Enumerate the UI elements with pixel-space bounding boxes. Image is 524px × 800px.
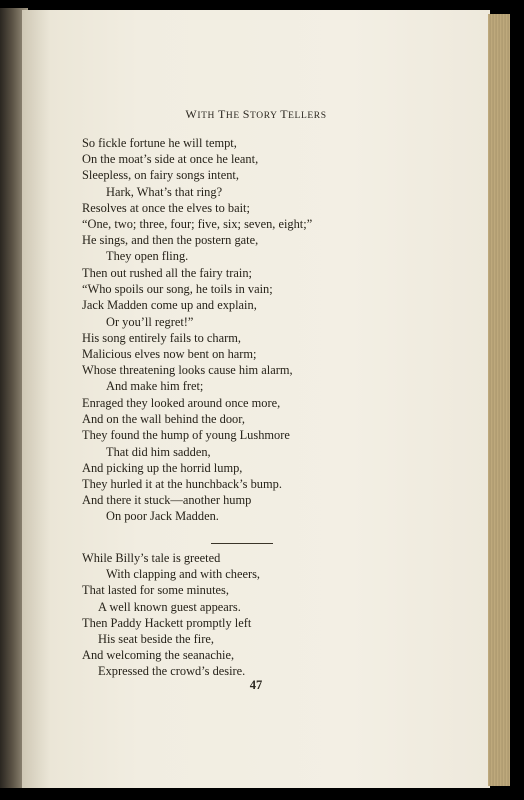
- verse-line: Then Paddy Hackett promptly left: [82, 615, 252, 630]
- verse-line: They hurled it at the hunchback’s bump.: [82, 477, 282, 492]
- verse-line: And welcoming the seanachie,: [82, 648, 235, 663]
- verse-line: Then out rushed all the fairy train;: [82, 266, 252, 280]
- verse-line: His seat beside the fire,: [98, 632, 214, 647]
- verse-line: His song entirely fails to charm,: [82, 330, 241, 345]
- verse-line: Enraged they looked around once more,: [82, 396, 281, 410]
- running-head-initial: S: [242, 107, 251, 121]
- stanza-1: [82, 135, 312, 265]
- verse-line: On poor Jack Madden.: [106, 509, 219, 524]
- stanza-2: [82, 265, 293, 395]
- stanza-3: [82, 395, 290, 525]
- verse-line: So fickle fortune he will tempt,: [82, 136, 237, 150]
- verse-line: And picking up the horrid lump,: [82, 460, 243, 475]
- verse-line: A well known guest appears.: [98, 599, 241, 614]
- running-head-part: ELLERS: [288, 111, 327, 121]
- running-head-initial: T: [217, 107, 226, 121]
- stanza-4: [82, 550, 260, 680]
- verse-line: While Billy’s tale is greeted: [82, 551, 221, 565]
- page-edges: [488, 14, 510, 786]
- verse-line: “Who spoils our song, he toils in vain;: [82, 282, 273, 297]
- verse-line: And there it stuck—another hump: [82, 493, 252, 508]
- verse-line: Hark, What’s that ring?: [106, 184, 223, 199]
- verse-line: Malicious elves now bent on harm;: [82, 347, 257, 362]
- verse-line: They found the hump of young Lushmore: [82, 428, 290, 443]
- verse-line: That lasted for some minutes,: [82, 583, 229, 598]
- running-head-initial: T: [280, 107, 289, 121]
- verse-line: “One, two; three, four; five, six; seven, eight;”: [82, 217, 313, 232]
- verse-line: And make him fret;: [106, 379, 204, 394]
- verse-line: Whose threatening looks cause him alarm,: [82, 363, 293, 378]
- verse-line: And on the wall behind the door,: [82, 412, 245, 427]
- running-head-initial: W: [185, 107, 198, 121]
- verse-line: They open fling.: [106, 249, 189, 264]
- verse-line: Jack Madden come up and explain,: [82, 298, 257, 313]
- verse-line: With clapping and with cheers,: [106, 567, 260, 582]
- verse-line: That did him sadden,: [106, 444, 211, 459]
- verse-line: Resolves at once the elves to bait;: [82, 200, 250, 215]
- scan-border: [510, 14, 524, 786]
- running-head-part: ITH: [197, 111, 218, 121]
- section-divider: [211, 543, 273, 544]
- verse-line: Sleepless, on fairy songs intent,: [82, 168, 239, 183]
- running-head-part: HE: [225, 111, 243, 121]
- verse-line: Or you’ll regret!”: [106, 314, 194, 329]
- running-head-part: TORY: [250, 111, 281, 121]
- running-head: [22, 107, 490, 122]
- verse-line: On the moat’s side at once he leant,: [82, 152, 259, 167]
- verse-line: Expressed the crowd’s desire.: [98, 664, 246, 679]
- verse-line: He sings, and then the postern gate,: [82, 233, 259, 248]
- page-number: 47: [249, 678, 263, 692]
